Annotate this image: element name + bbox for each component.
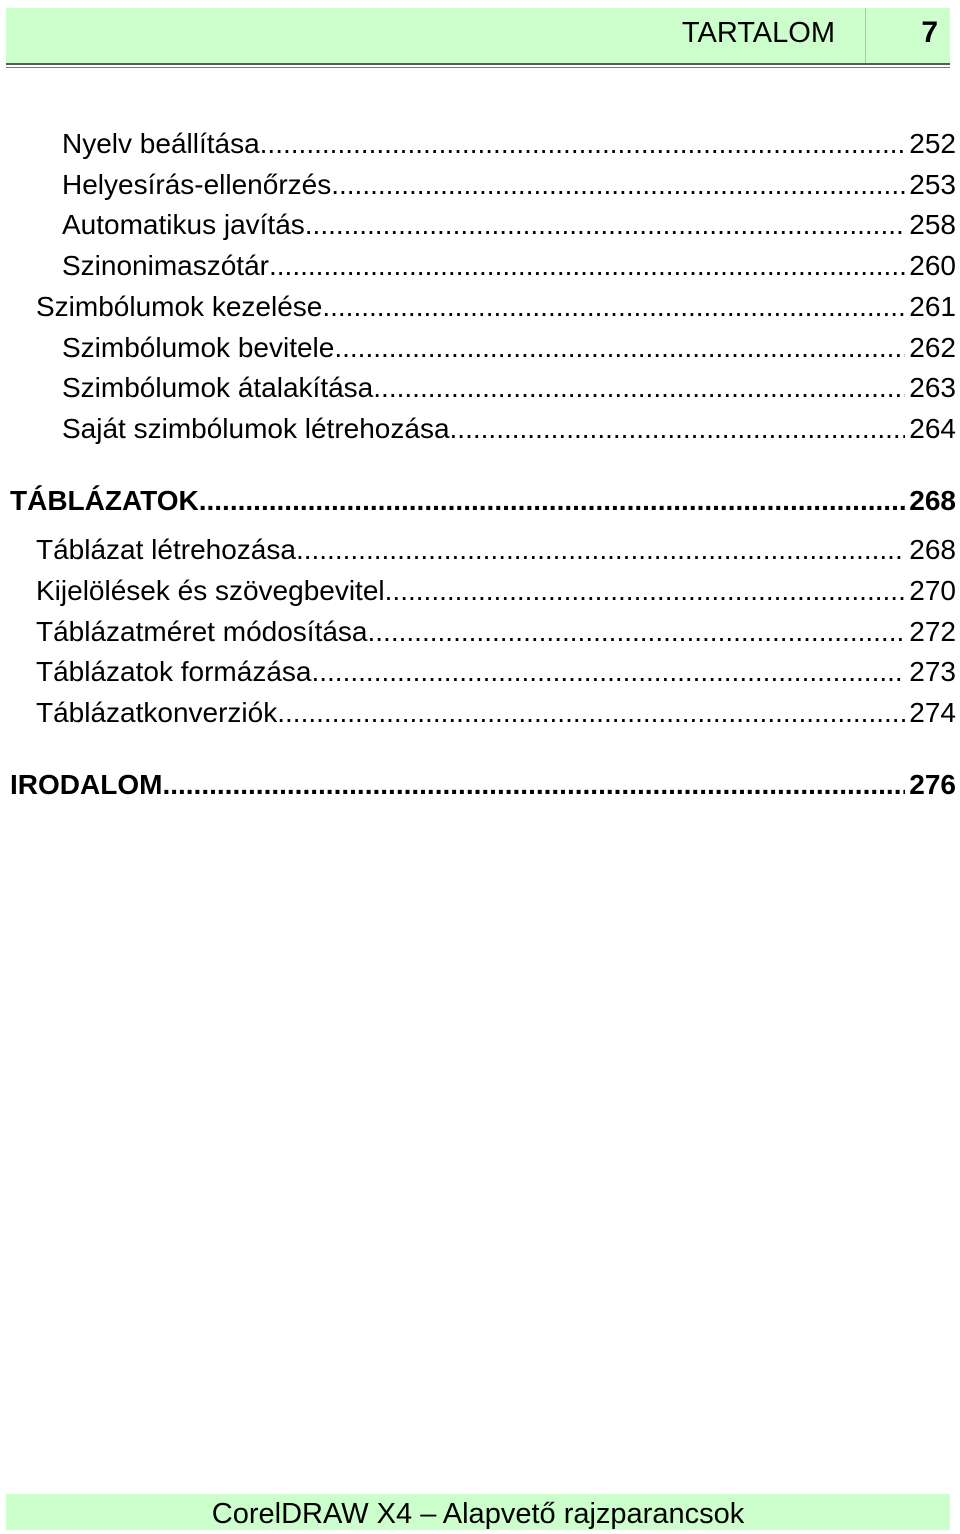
toc-entry-title: IRODALOM xyxy=(10,769,163,800)
toc-entry-title: Saját szimbólumok létrehozása xyxy=(62,413,450,444)
toc-entry-page: 270 xyxy=(909,575,956,606)
toc-chapter-entry[interactable] xyxy=(10,765,956,805)
toc-entry-title: Szinonimaszótár xyxy=(62,250,269,281)
toc-entry-page: 274 xyxy=(909,697,956,728)
toc-entry[interactable] xyxy=(36,652,956,692)
toc-entry[interactable] xyxy=(62,165,956,205)
toc-leader-dots xyxy=(269,246,905,286)
toc-entry-page: 268 xyxy=(909,534,956,565)
toc-leader-dots xyxy=(277,693,905,733)
toc-entry[interactable] xyxy=(36,530,956,570)
toc-leader-dots xyxy=(260,124,906,164)
toc-entry-page: 260 xyxy=(909,250,956,281)
toc-entry-title: Szimbólumok átalakítása xyxy=(62,372,374,403)
toc-leader-dots xyxy=(331,165,905,205)
toc-entry-title: Helyesírás-ellenőrzés xyxy=(62,169,332,200)
toc-entry-page: 253 xyxy=(909,169,956,200)
toc-entry-page: 262 xyxy=(909,332,956,363)
page-footer: CorelDRAW X4 – Alapvető rajzparancsok xyxy=(6,1494,950,1530)
header-title: TARTALOM xyxy=(681,17,835,49)
toc-entry-page: 276 xyxy=(909,769,956,800)
toc-entry[interactable] xyxy=(36,571,956,611)
header-rule-thin xyxy=(6,67,950,68)
toc-entry-title: Nyelv beállítása xyxy=(62,128,260,159)
toc-entry-title: Szimbólumok bevitele xyxy=(62,332,335,363)
toc-leader-dots xyxy=(450,409,906,449)
toc-entry-page: 252 xyxy=(909,128,956,159)
toc-entry-page: 258 xyxy=(909,209,956,240)
toc-leader-dots xyxy=(322,287,905,327)
toc-entry-page: 272 xyxy=(909,616,956,647)
toc-leader-dots xyxy=(162,765,905,805)
toc-entry-page: 263 xyxy=(909,372,956,403)
toc-entry-page: 261 xyxy=(909,291,956,322)
toc-entry-page: 264 xyxy=(909,413,956,444)
toc-entry[interactable] xyxy=(36,693,956,733)
toc-entry-title: Automatikus javítás xyxy=(62,209,305,240)
toc-entry[interactable] xyxy=(62,124,956,164)
toc-entry[interactable] xyxy=(62,368,956,408)
toc-entry[interactable] xyxy=(36,612,956,652)
header-page-number: 7 xyxy=(921,16,938,49)
toc-entry-title: Szimbólumok kezelése xyxy=(36,291,323,322)
toc-leader-dots xyxy=(199,481,906,521)
toc-entry[interactable] xyxy=(36,287,956,327)
toc-leader-dots xyxy=(334,328,905,368)
toc-entry-page: 268 xyxy=(909,485,956,516)
toc-leader-dots xyxy=(296,530,905,570)
toc-entry-title: Táblázatok formázása xyxy=(36,656,312,687)
toc-leader-dots xyxy=(305,205,906,245)
toc-entry[interactable] xyxy=(62,246,956,286)
toc-entry[interactable] xyxy=(62,205,956,245)
toc-leader-dots xyxy=(385,571,906,611)
toc-entry-title: TÁBLÁZATOK xyxy=(10,485,199,516)
toc-entry-title: Táblázatkonverziók xyxy=(36,697,278,728)
toc-entry-title: Táblázatméret módosítása xyxy=(36,616,368,647)
page-header xyxy=(6,8,950,63)
toc-chapter-entry[interactable] xyxy=(10,481,956,521)
toc-leader-dots xyxy=(373,368,905,408)
toc-entry-page: 273 xyxy=(909,656,956,687)
toc-entry-title: Táblázat létrehozása xyxy=(36,534,296,565)
toc-entry[interactable] xyxy=(62,328,956,368)
toc-leader-dots xyxy=(311,652,905,692)
toc-leader-dots xyxy=(368,612,906,652)
toc-entry-title: Kijelölések és szövegbevitel xyxy=(36,575,385,606)
header-rule-thick xyxy=(6,63,950,65)
toc-entry[interactable] xyxy=(62,409,956,449)
